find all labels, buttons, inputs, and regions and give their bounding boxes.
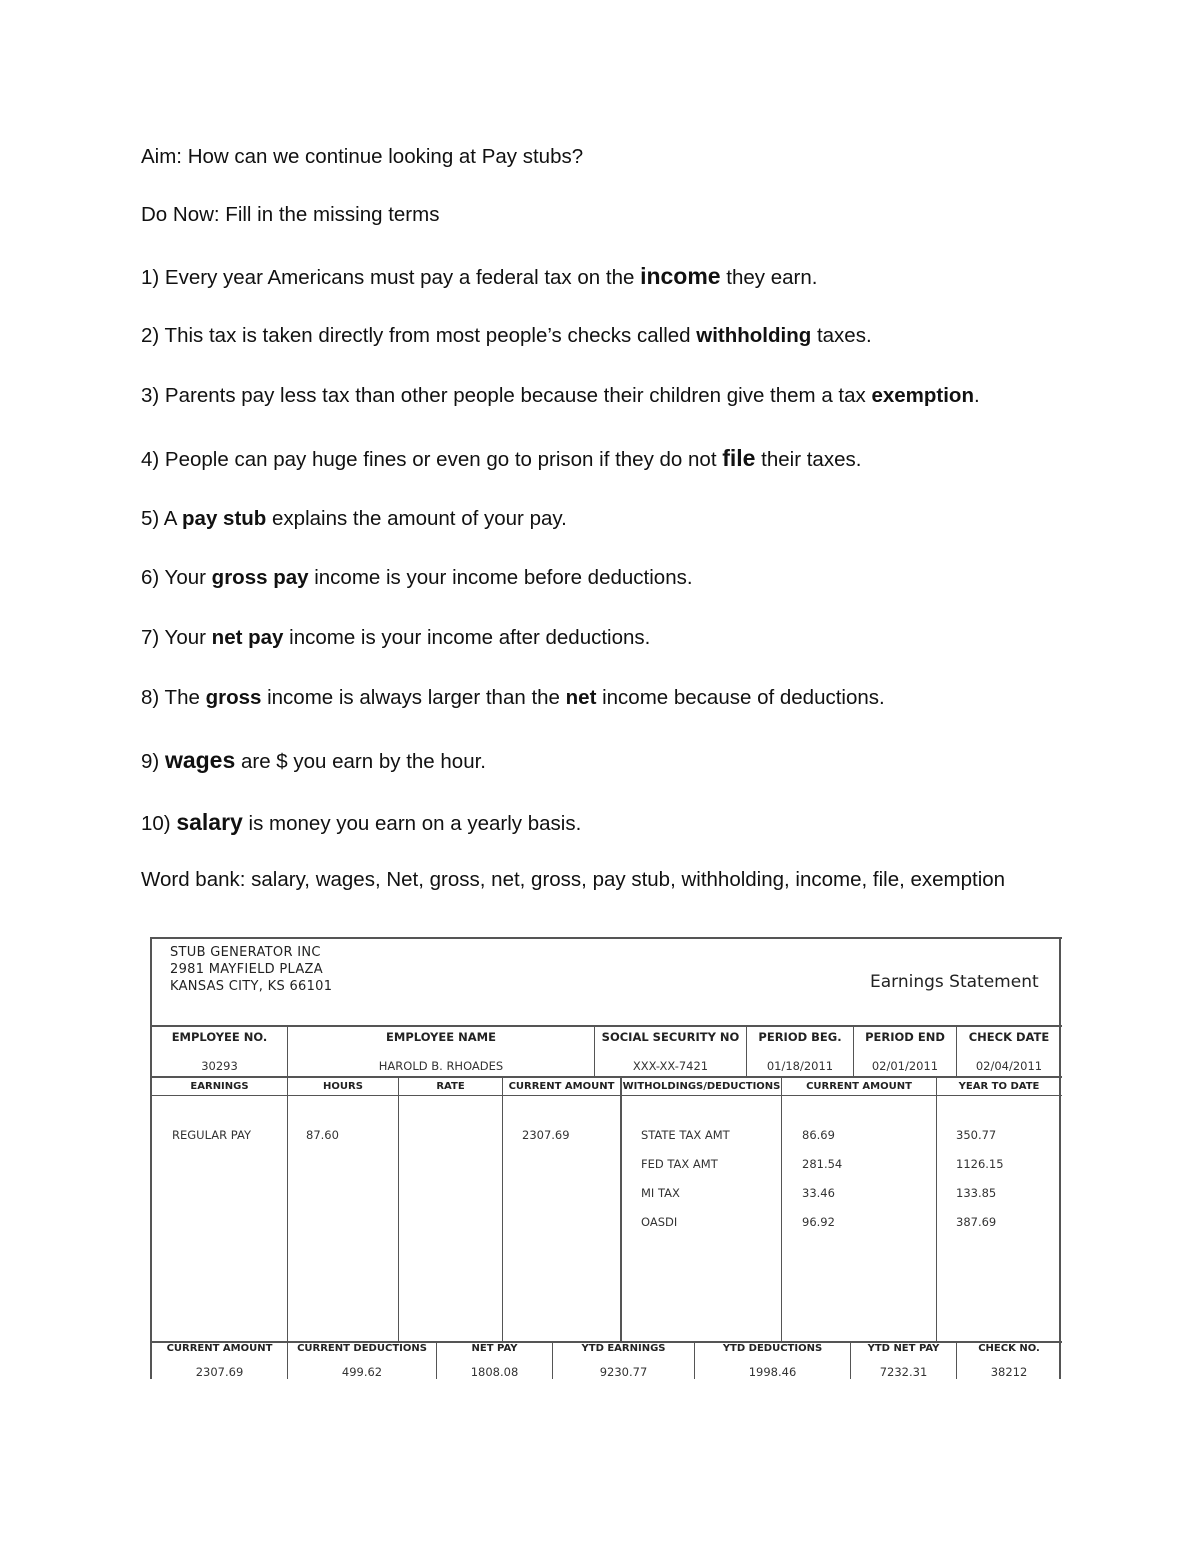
earnings-current-amount: 2307.69 bbox=[522, 1128, 570, 1142]
earn-divider bbox=[398, 1076, 399, 1342]
summary-net-pay-value: 1808.08 bbox=[470, 1365, 519, 1379]
deduction-current: 281.54 bbox=[802, 1157, 843, 1171]
question-text: explains the amount of your pay. bbox=[266, 507, 567, 530]
question-text: taxes. bbox=[811, 324, 872, 347]
deduction-label: FED TAX AMT bbox=[641, 1157, 718, 1171]
question-6 bbox=[141, 566, 693, 590]
answer-term: salary bbox=[176, 809, 243, 835]
deduction-ytd: 387.69 bbox=[956, 1215, 997, 1229]
stub-border-right bbox=[1059, 937, 1061, 1379]
earn-divider bbox=[936, 1076, 937, 1342]
earnings-hours: 87.60 bbox=[306, 1128, 339, 1142]
question-text: 6) Your bbox=[141, 566, 212, 589]
hours-header: HOURS bbox=[323, 1081, 363, 1092]
summary-check-no-header: CHECK NO. bbox=[978, 1343, 1040, 1354]
statement-title: Earnings Statement bbox=[870, 972, 1039, 992]
company-name: STUB GENERATOR INC bbox=[170, 945, 321, 960]
earnings-label: REGULAR PAY bbox=[172, 1128, 251, 1142]
question-text: 3) Parents pay less tax than other people because their children give them a tax bbox=[141, 384, 872, 407]
answer-term: net bbox=[565, 686, 597, 709]
summary-current-amount-value: 2307.69 bbox=[195, 1365, 244, 1379]
summary-ytd-deductions-header: YTD DEDUCTIONS bbox=[722, 1343, 823, 1354]
deduction-label: OASDI bbox=[641, 1215, 678, 1229]
question-3 bbox=[141, 384, 980, 408]
check-date-value: 02/04/2011 bbox=[975, 1059, 1043, 1073]
deduction-ytd: 133.85 bbox=[956, 1186, 997, 1200]
employee-no-header: EMPLOYEE NO. bbox=[171, 1030, 268, 1044]
answer-term: net pay bbox=[211, 626, 284, 649]
summary-net-pay-header: NET PAY bbox=[471, 1343, 518, 1354]
question-5 bbox=[141, 507, 567, 531]
deduction-current-header: CURRENT AMOUNT bbox=[806, 1081, 912, 1092]
deduction-label: MI TAX bbox=[641, 1186, 680, 1200]
question-text: 2) This tax is taken directly from most people’s checks called bbox=[141, 324, 697, 347]
company-address-line2: KANSAS CITY, KS 66101 bbox=[170, 979, 333, 994]
answer-term: file bbox=[722, 445, 756, 471]
summary-check-no-value: 38212 bbox=[990, 1365, 1028, 1379]
check-date-header: CHECK DATE bbox=[968, 1030, 1050, 1044]
question-text: 9) bbox=[141, 750, 165, 773]
aim-line: Aim: How can we continue looking at Pay stubs? bbox=[141, 145, 584, 168]
summary-current-deductions-value: 499.62 bbox=[341, 1365, 383, 1379]
question-text: income is your income before deductions. bbox=[308, 566, 693, 589]
question-text: is money you earn on a yearly basis. bbox=[242, 812, 582, 835]
question-8 bbox=[141, 686, 885, 710]
stub-border-left bbox=[150, 937, 152, 1379]
deduction-current: 86.69 bbox=[802, 1128, 835, 1142]
employee-name-header: EMPLOYEE NAME bbox=[386, 1030, 496, 1044]
summary-ytd-net-pay-value: 7232.31 bbox=[879, 1365, 928, 1379]
question-text: . bbox=[973, 384, 980, 407]
question-10 bbox=[141, 810, 581, 836]
question-text: 10) bbox=[141, 812, 177, 835]
question-text: their taxes. bbox=[755, 448, 862, 471]
answer-term: gross pay bbox=[211, 566, 309, 589]
deduction-ytd: 1126.15 bbox=[956, 1157, 1004, 1171]
question-7 bbox=[141, 626, 650, 650]
ssn-value: XXX-XX-7421 bbox=[632, 1059, 709, 1073]
summary-ytd-net-pay-header: YTD NET PAY bbox=[867, 1343, 940, 1354]
deduction-current: 96.92 bbox=[802, 1215, 835, 1229]
word-bank: Word bank: salary, wages, Net, gross, net, gross, pay stub, withholding, income, file, exemption bbox=[141, 868, 1006, 891]
pay-stub-image bbox=[150, 937, 1062, 1379]
current-amount-header: CURRENT AMOUNT bbox=[508, 1081, 615, 1092]
summary-current-deductions-header: CURRENT DEDUCTIONS bbox=[297, 1343, 427, 1354]
earn-divider bbox=[781, 1076, 782, 1342]
question-2 bbox=[141, 324, 872, 348]
question-text: 4) People can pay huge fines or even go to prison if they do not bbox=[141, 448, 723, 471]
question-text: 1) Every year Americans must pay a federal tax on the bbox=[141, 266, 641, 289]
answer-term: pay stub bbox=[182, 507, 267, 530]
period-end-header: PERIOD END bbox=[865, 1030, 945, 1044]
period-beg-header: PERIOD BEG. bbox=[758, 1030, 842, 1044]
withholdings-header: WITHOLDINGS/DEDUCTIONS bbox=[622, 1081, 781, 1092]
deduction-ytd: 350.77 bbox=[956, 1128, 997, 1142]
ssn-header: SOCIAL SECURITY NO bbox=[601, 1030, 740, 1044]
question-text: are $ you earn by the hour. bbox=[235, 750, 486, 773]
deduction-current: 33.46 bbox=[802, 1186, 835, 1200]
question-text: 5) A bbox=[141, 507, 183, 530]
earn-divider bbox=[287, 1076, 288, 1342]
question-text: income because of deductions. bbox=[596, 686, 885, 709]
summary-ytd-deductions-value: 1998.46 bbox=[748, 1365, 797, 1379]
employee-no-value: 30293 bbox=[201, 1059, 238, 1073]
question-text: income is always larger than the bbox=[261, 686, 566, 709]
summary-ytd-earnings-header: YTD EARNINGS bbox=[581, 1343, 666, 1354]
answer-term: income bbox=[640, 263, 721, 289]
question-4 bbox=[141, 446, 861, 472]
deduction-label: STATE TAX AMT bbox=[641, 1128, 730, 1142]
earnings-header: EARNINGS bbox=[190, 1081, 249, 1092]
question-text: they earn. bbox=[720, 266, 818, 289]
answer-term: withholding bbox=[696, 324, 812, 347]
question-9 bbox=[141, 748, 486, 774]
question-text: 7) Your bbox=[141, 626, 212, 649]
summary-current-amount-header: CURRENT AMOUNT bbox=[166, 1343, 273, 1354]
stub-border-top bbox=[150, 937, 1062, 939]
answer-term: exemption bbox=[871, 384, 974, 407]
period-end-value: 02/01/2011 bbox=[871, 1059, 939, 1073]
answer-term: wages bbox=[164, 747, 236, 773]
answer-term: gross bbox=[205, 686, 262, 709]
ytd-header: YEAR TO DATE bbox=[958, 1081, 1040, 1092]
earn-divider bbox=[620, 1076, 622, 1342]
employee-name-value: HAROLD B. RHOADES bbox=[378, 1059, 504, 1073]
do-now-line: Do Now: Fill in the missing terms bbox=[141, 203, 440, 226]
earn-divider bbox=[502, 1076, 503, 1342]
question-1 bbox=[141, 264, 817, 290]
company-address-line1: 2981 MAYFIELD PLAZA bbox=[170, 962, 323, 977]
question-text: 8) The bbox=[141, 686, 206, 709]
summary-ytd-earnings-value: 9230.77 bbox=[599, 1365, 648, 1379]
period-beg-value: 01/18/2011 bbox=[766, 1059, 834, 1073]
rate-header: RATE bbox=[436, 1081, 465, 1092]
question-text: income is your income after deductions. bbox=[283, 626, 651, 649]
